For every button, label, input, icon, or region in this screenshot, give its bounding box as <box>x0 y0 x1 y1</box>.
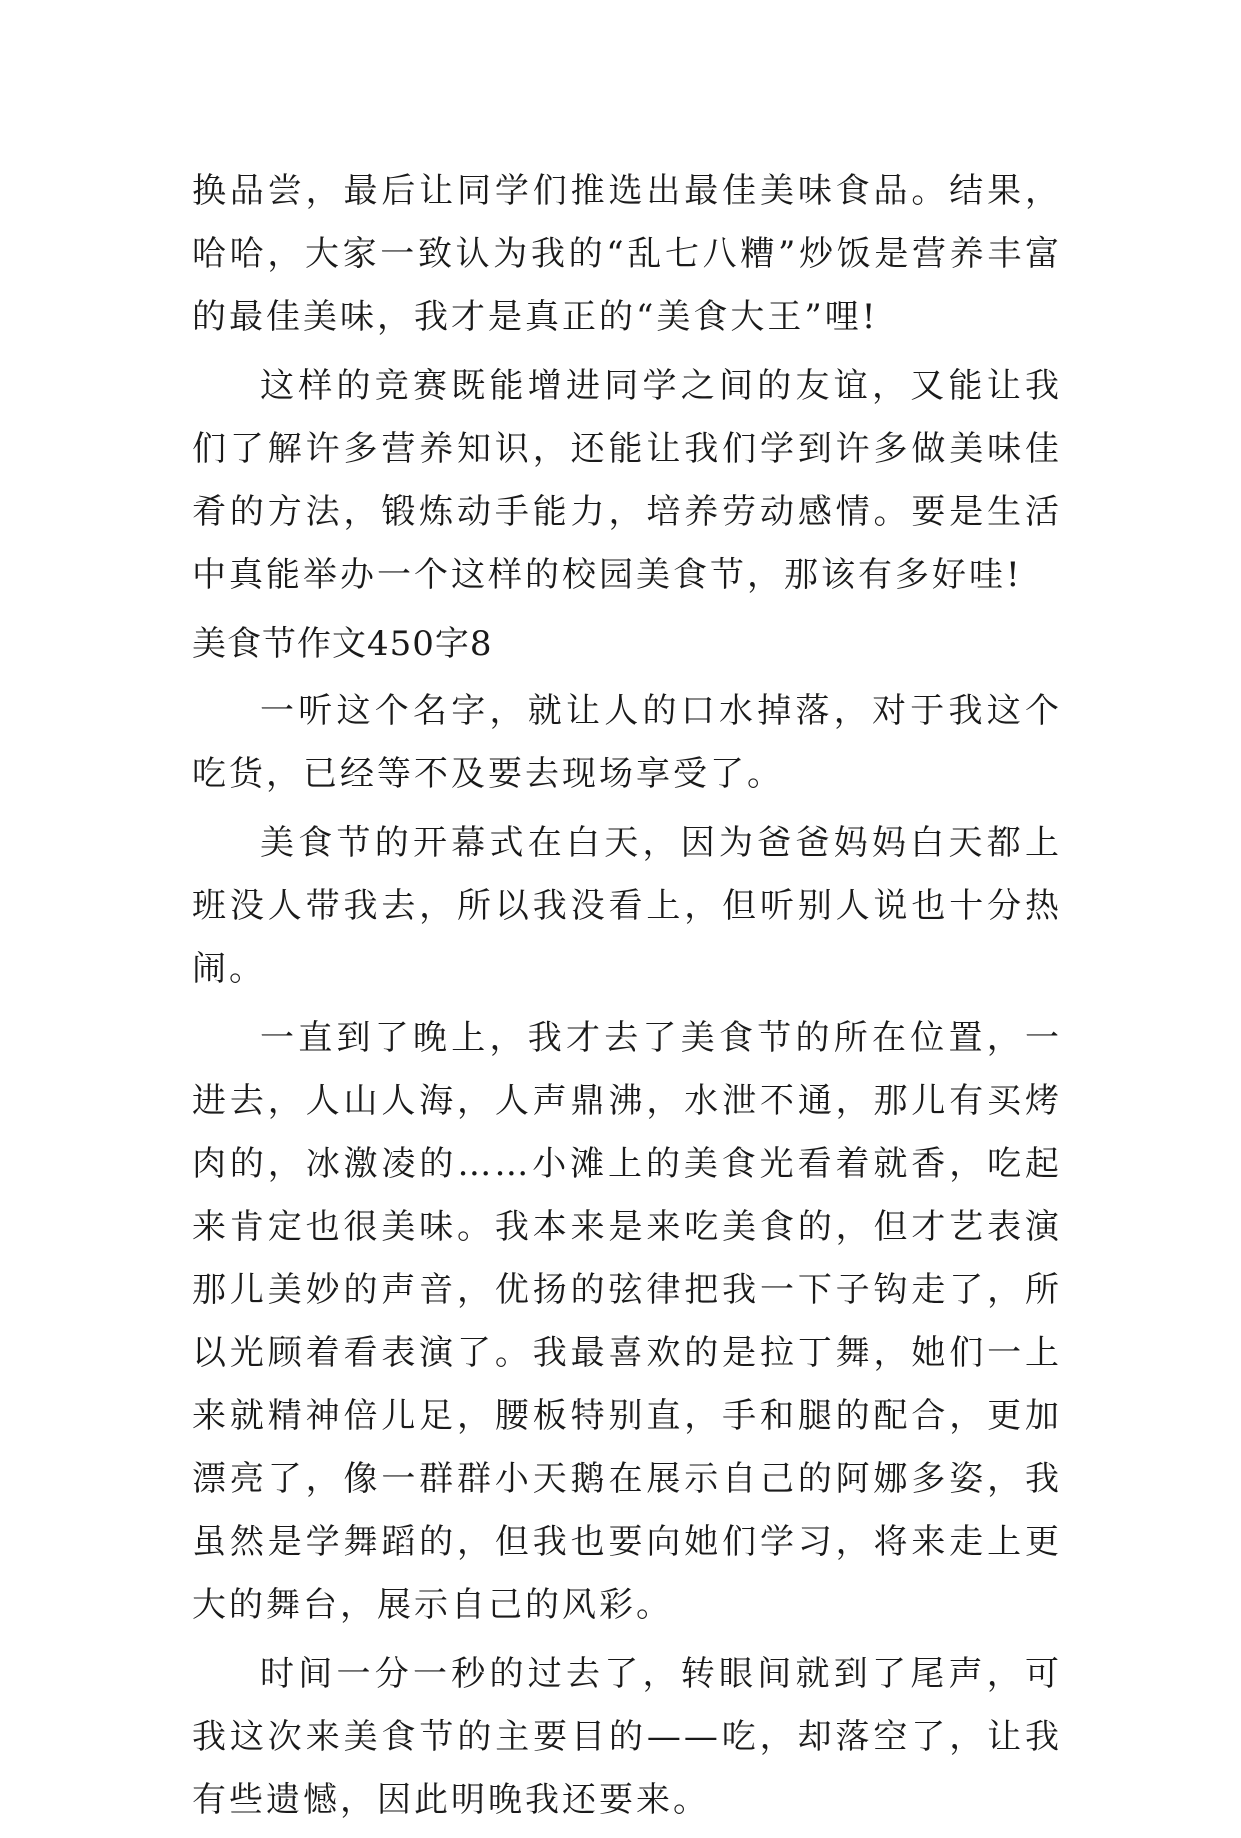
paragraph: 时间一分一秒的过去了，转眼间就到了尾声，可我这次来美食节的主要目的——吃，却落空了，让我有些遗憾，因此明晚我还要来。 <box>192 1654 1062 1820</box>
document-page <box>192 160 1062 1838</box>
paragraph: 美食节的开幕式在白天，因为爸爸妈妈白天都上班没人带我去，所以我没看上，但听别人说也十分热闹。 <box>192 823 1062 989</box>
paragraph-continued: 换品尝，最后让同学们推选出最佳美味食品。结果，哈哈，大家一致认为我的“乱七八糟”炒饭是营养丰富的最佳美味，我才是真正的“美食大王”哩! <box>192 171 1062 337</box>
section-title: 美食节作文450字8 <box>192 624 493 664</box>
paragraph: 一直到了晚上，我才去了美食节的所在位置，一进去，人山人海，人声鼎沸，水泄不通，那儿有买烤肉的，冰激凌的……小滩上的美食光看着就香，吃起来肯定也很美味。我本来是来吃美食的，但才艺表演那儿美妙的声音，优扬的弦律把我一下子钩走了，所以光顾着看表演了。我最喜欢的是拉丁舞，她们一上来就精神倍儿足，腰板特别直，手和腿的配合，更加漂亮了，像一群群小天鹅在展示自己的阿娜多姿，我虽然是学舞蹈的，但我也要向她们学习，将来走上更大的舞台，展示自己的风彩。 <box>192 1018 1062 1625</box>
paragraph: 这样的竞赛既能增进同学之间的友谊，又能让我们了解许多营养知识，还能让我们学到许多做美味佳肴的方法，锻炼动手能力，培养劳动感情。要是生活中真能举办一个这样的校园美食节，那该有多好哇! <box>192 366 1062 595</box>
paragraph: 一听这个名字，就让人的口水掉落，对于我这个吃货，已经等不及要去现场享受了。 <box>192 691 1062 794</box>
